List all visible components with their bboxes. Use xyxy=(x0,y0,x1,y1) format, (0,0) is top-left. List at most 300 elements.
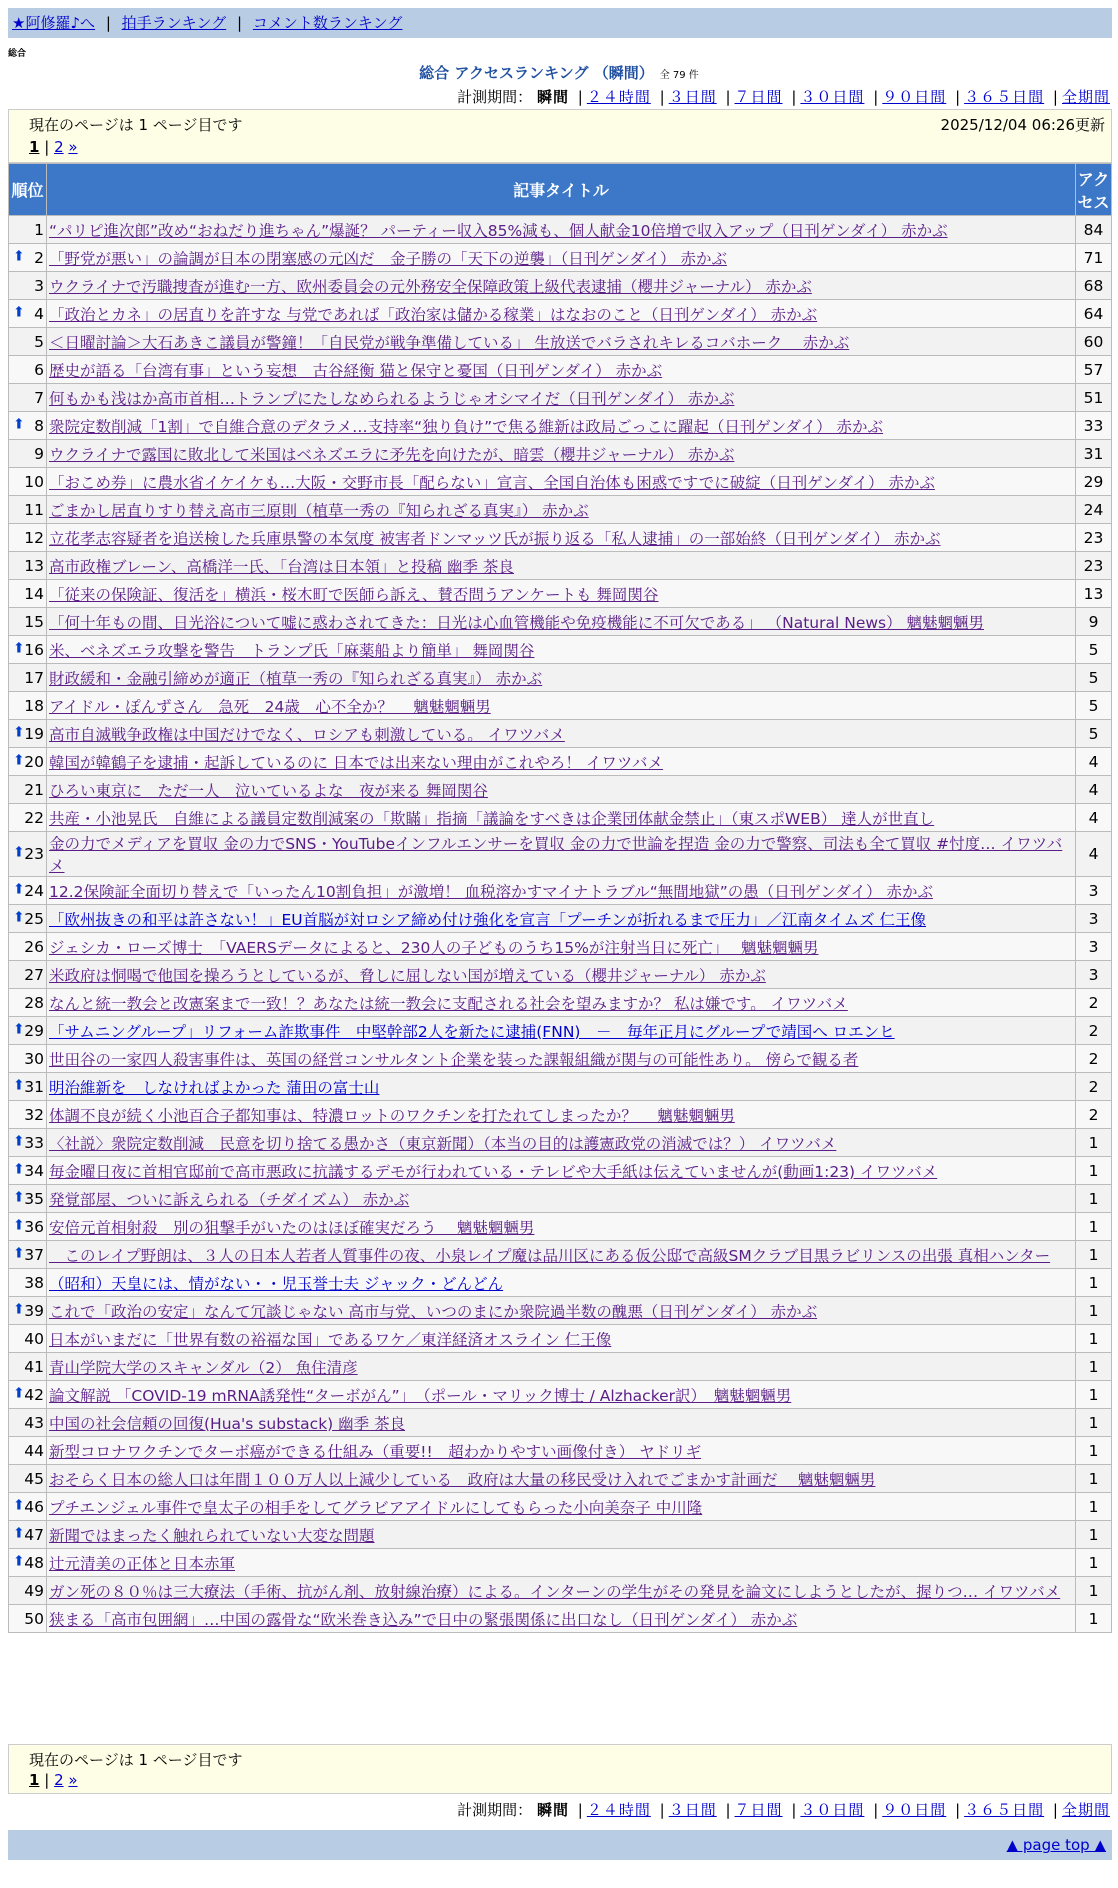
article-link[interactable]: 歴史が語る「台湾有事」という妄想 古谷経衡 猫と保守と憂国（日刊ゲンダイ） 赤かぶ xyxy=(49,361,663,380)
period-selector-bottom: 計測期間： 瞬間 | ２４時間 | ３日間 | ７日間 | ３０日間 | ９０日間 | ３６５日間 | 全期間 xyxy=(457,1801,1110,1819)
table-row xyxy=(9,1269,1112,1297)
rank-cell xyxy=(9,300,47,328)
article-link[interactable]: 新型コロナワクチンでターボ癌ができる仕組み（重要!! 超わかりやすい画像付き） ヤドリギ xyxy=(49,1442,702,1461)
title-cell xyxy=(47,1297,1076,1325)
rank-cell xyxy=(9,244,47,272)
table-row xyxy=(9,1297,1112,1325)
rank-cell xyxy=(9,1521,47,1549)
rank-number: 41 xyxy=(24,1357,44,1376)
rank-cell xyxy=(9,804,47,832)
access-count: 1 xyxy=(1076,1297,1112,1325)
item-count: 全 79 件 xyxy=(659,70,699,81)
article-link[interactable]: 立花孝志容疑者を追送検した兵庫県警の本気度 被害者ドンマッツ氏が振り返る「私人逮捕」の一部始終（日刊ゲンダイ） 赤かぶ xyxy=(49,529,941,548)
access-count: 5 xyxy=(1076,692,1112,720)
rank-cell xyxy=(9,905,47,933)
rank-number: 27 xyxy=(24,965,44,984)
access-count: 1 xyxy=(1076,1549,1112,1577)
table-row xyxy=(9,1073,1112,1101)
article-link[interactable]: 「サムニングループ」リフォーム詐欺事件 中堅幹部2人を新たに逮捕(FNN) － 毎年正月にグループで靖国へ ロエンヒ xyxy=(49,1022,895,1041)
period-selector-top: 計測期間： 瞬間 | ２４時間 | ３日間 | ７日間 | ３０日間 | ９０日間 | ３６５日間 | 全期間 xyxy=(457,88,1110,106)
pager-current: 1 xyxy=(29,138,40,156)
article-link[interactable]: 発覚部屋、ついに訴えられる（チダイズム） 赤かぶ xyxy=(49,1190,410,1209)
access-count: 5 xyxy=(1076,720,1112,748)
rank-cell xyxy=(9,1269,47,1297)
access-count: 23 xyxy=(1076,552,1112,580)
rank-number: 15 xyxy=(24,612,44,631)
article-link[interactable]: 何もかも浅はか高市首相…トランプにたしなめられるようじゃオシマイだ（日刊ゲンダイ） 赤かぶ xyxy=(49,389,735,408)
period-all[interactable]: 全期間 xyxy=(1061,1801,1110,1819)
rank-up-arrow-icon: ⬆ xyxy=(13,1525,25,1542)
rank-cell xyxy=(9,664,47,692)
article-link[interactable]: 韓国が韓鶴子を逮捕・起訴しているのに 日本では出来ない理由がこれやろ！ イワツバメ xyxy=(49,753,664,772)
rank-number: 37 xyxy=(24,1245,44,1264)
period-365d[interactable]: ３６５日間 xyxy=(964,88,1045,106)
access-count: 3 xyxy=(1076,905,1112,933)
rank-up-arrow-icon: ⬆ xyxy=(13,304,25,321)
article-link[interactable]: 衆院定数削減「1割」で自維合意のデタラメ…支持率“独り負け”で焦る維新は政局ごっこに躍起（日刊ゲンダイ） 赤かぶ xyxy=(49,417,884,436)
access-count: 1 xyxy=(1076,1577,1112,1605)
pager-page-2[interactable]: 2 xyxy=(54,1771,64,1789)
title-cell xyxy=(47,272,1076,300)
table-row xyxy=(9,1157,1112,1185)
article-link[interactable]: 体調不良が続く小池百合子都知事は、特濃ロットのワクチンを打たれてしまったか？ 魑魅魍魎男 xyxy=(49,1106,735,1125)
title-cell xyxy=(47,244,1076,272)
article-link[interactable]: 米政府は恫喝で他国を操ろうとしているが、脅しに屈しない国が増えている（櫻井ジャーナル） 赤かぶ xyxy=(49,966,766,985)
rank-cell xyxy=(9,1241,47,1269)
access-count: 3 xyxy=(1076,933,1112,961)
access-count: 51 xyxy=(1076,384,1112,412)
title-cell xyxy=(47,748,1076,776)
rank-cell xyxy=(9,1213,47,1241)
rank-cell xyxy=(9,776,47,804)
article-link[interactable]: 毎金曜日夜に首相官邸前で高市悪政に抗議するデモが行われている・テレビや大手紙は伝えていませんが(動画1:23) イワツバメ xyxy=(49,1162,938,1181)
rank-cell xyxy=(9,1073,47,1101)
article-link[interactable]: ＜日曜討論＞大石あきこ議員が警鐘！「自民党が戦争準備している」 生放送でバラされキレるコバホーク 赤かぶ xyxy=(49,333,850,352)
rank-up-arrow-icon: ⬆ xyxy=(13,752,25,769)
article-link[interactable]: ウクライナで汚職捜査が進む一方、欧州委員会の元外務安全保障政策上級代表逮捕（櫻井ジャーナル） 赤かぶ xyxy=(49,277,812,296)
access-count: 4 xyxy=(1076,804,1112,832)
rank-up-arrow-icon: ⬆ xyxy=(13,1133,25,1150)
period-24h[interactable]: ２４時間 xyxy=(586,1801,651,1819)
rank-up-arrow-icon: ⬆ xyxy=(13,640,25,657)
title-cell xyxy=(47,524,1076,552)
rank-number: 35 xyxy=(24,1189,44,1208)
article-link[interactable]: ひろい東京に ただ一人 泣いているよな 夜が来る 舞岡関谷 xyxy=(49,781,488,800)
rank-up-arrow-icon: ⬆ xyxy=(13,1553,25,1570)
title-cell xyxy=(47,720,1076,748)
article-link[interactable]: プチエンジェル事件で皇太子の相手をしてグラビアアイドルにしてもらった小向美奈子 中川隆 xyxy=(49,1498,703,1517)
title-cell xyxy=(47,1521,1076,1549)
table-row xyxy=(9,1353,1112,1381)
rank-cell xyxy=(9,1129,47,1157)
period-3d[interactable]: ３日間 xyxy=(668,1801,717,1819)
rank-number: 34 xyxy=(24,1161,44,1180)
title-cell xyxy=(47,1381,1076,1409)
access-count: 2 xyxy=(1076,1045,1112,1073)
access-count: 84 xyxy=(1076,216,1112,244)
rank-up-arrow-icon: ⬆ xyxy=(13,881,25,898)
table-row xyxy=(9,776,1112,804)
access-count: 1 xyxy=(1076,1241,1112,1269)
title-cell xyxy=(47,384,1076,412)
title-cell xyxy=(47,1045,1076,1073)
title-cell xyxy=(47,832,1076,877)
rank-cell xyxy=(9,440,47,468)
rank-number: 42 xyxy=(24,1385,44,1404)
rank-number: 16 xyxy=(24,640,44,659)
title-cell xyxy=(47,300,1076,328)
period-7d[interactable]: ７日間 xyxy=(734,1801,783,1819)
page-top-link[interactable]: ▲ page top ▲ xyxy=(1006,1836,1106,1854)
pager-current: 1 xyxy=(29,1771,40,1789)
table-row xyxy=(9,580,1112,608)
rank-cell xyxy=(9,1465,47,1493)
access-count: 2 xyxy=(1076,1017,1112,1045)
title-cell xyxy=(47,1549,1076,1577)
rank-number: 7 xyxy=(34,388,44,407)
header-rank: 順位 xyxy=(9,164,47,216)
rank-number: 28 xyxy=(24,993,44,1012)
access-count: 60 xyxy=(1076,328,1112,356)
article-link[interactable]: おそらく日本の総人口は年間１００万人以上減少している 政府は大量の移民受け入れでごまかす計画だ 魑魅魍魎男 xyxy=(49,1470,876,1489)
rank-number: 18 xyxy=(24,696,44,715)
rank-number: 38 xyxy=(24,1273,44,1292)
rank-cell xyxy=(9,1157,47,1185)
table-row xyxy=(9,1521,1112,1549)
article-link[interactable]: 「おこめ券」に農水省イケイケも…大阪・交野市長「配らない」宣言、全国自治体も困惑ですでに破綻（日刊ゲンダイ） 赤かぶ xyxy=(49,473,935,492)
rank-up-arrow-icon: ⬆ xyxy=(13,1217,25,1234)
title-cell xyxy=(47,1465,1076,1493)
rank-number: 23 xyxy=(24,845,44,863)
title-cell xyxy=(47,552,1076,580)
table-row xyxy=(9,636,1112,664)
article-link[interactable]: 「欧州抜きの和平は許さない！」EU首脳が対ロシア締め付け強化を宣言「プーチンが折れるまで圧力」／江南タイムズ 仁王像 xyxy=(49,910,927,929)
article-link[interactable]: 中国の社会信頼の回復(Hua's substack) 幽季 茶良 xyxy=(49,1414,406,1433)
period-90d[interactable]: ９０日間 xyxy=(882,88,947,106)
period-90d[interactable]: ９０日間 xyxy=(882,1801,947,1819)
article-link[interactable]: 「野党が悪い」の論調が日本の閉塞感の元凶だ 金子勝の「天下の逆襲」（日刊ゲンダイ） 赤かぶ xyxy=(49,249,727,268)
access-count: 1 xyxy=(1076,1213,1112,1241)
ranking-title: 総合 アクセスランキング （瞬間） xyxy=(419,64,654,82)
article-link[interactable]: 世田谷の一家四人殺害事件は、英国の経営コンサルタント企業を装った課報組織が関与の可能性あり。 傍らで観る者 xyxy=(49,1050,859,1069)
title-cell xyxy=(47,1157,1076,1185)
title-cell xyxy=(47,1577,1076,1605)
ranking-rows xyxy=(9,216,1112,1633)
table-row xyxy=(9,664,1112,692)
rank-number: 44 xyxy=(24,1441,44,1460)
rank-number: 5 xyxy=(34,332,44,351)
title-cell xyxy=(47,608,1076,636)
title-cell xyxy=(47,804,1076,832)
table-row xyxy=(9,832,1112,877)
rank-cell xyxy=(9,496,47,524)
period-current: 瞬間 xyxy=(536,1801,569,1819)
rank-cell xyxy=(9,1605,47,1633)
period-24h[interactable]: ２４時間 xyxy=(586,88,651,106)
period-label: 計測期間： xyxy=(457,1801,533,1819)
period-30d[interactable]: ３０日間 xyxy=(800,88,865,106)
period-30d[interactable]: ３０日間 xyxy=(800,1801,865,1819)
table-row xyxy=(9,216,1112,244)
rank-number: 17 xyxy=(24,668,44,687)
access-count: 1 xyxy=(1076,1185,1112,1213)
rank-number: 48 xyxy=(24,1553,44,1572)
article-link[interactable]: 共産・小池晃氏 自維による議員定数削減案の「欺瞞」指摘「議論をすべきは企業団体献金禁止」（東スポWEB） 達人が世直し xyxy=(49,809,935,828)
access-count: 2 xyxy=(1076,1073,1112,1101)
access-count: 71 xyxy=(1076,244,1112,272)
rank-cell xyxy=(9,989,47,1017)
rank-number: 3 xyxy=(34,276,44,295)
table-row xyxy=(9,1213,1112,1241)
rank-cell xyxy=(9,748,47,776)
access-count: 1 xyxy=(1076,1437,1112,1465)
access-count: 1 xyxy=(1076,1129,1112,1157)
nav-separator: | xyxy=(237,14,243,32)
article-link[interactable]: 狭まる「高市包囲網」…中国の露骨な“欧米巻き込み”で日中の緊張関係に出口なし（日刊ゲンダイ） 赤かぶ xyxy=(49,1610,798,1629)
title-cell xyxy=(47,1213,1076,1241)
table-row xyxy=(9,1605,1112,1633)
access-count: 1 xyxy=(1076,1409,1112,1437)
title-cell xyxy=(47,1493,1076,1521)
title-cell xyxy=(47,412,1076,440)
title-cell xyxy=(47,905,1076,933)
article-link[interactable]: ウクライナで露国に敗北して米国はベネズエラに矛先を向けたが、暗雲（櫻井ジャーナル） 赤かぶ xyxy=(49,445,735,464)
period-all[interactable]: 全期間 xyxy=(1061,88,1110,106)
pager: 1 | 2 » xyxy=(29,1771,78,1789)
article-link[interactable]: 〈社説〉衆院定数削減 民意を切り捨てる愚かさ（東京新聞）（本当の目的は護憲政党の消滅では？） イワツバメ xyxy=(49,1134,837,1153)
page-info-box-bottom xyxy=(8,1744,1112,1794)
period-365d[interactable]: ３６５日間 xyxy=(964,1801,1045,1819)
table-row xyxy=(9,1101,1112,1129)
title-cell xyxy=(47,216,1076,244)
rank-cell xyxy=(9,1325,47,1353)
rank-number: 50 xyxy=(24,1609,44,1628)
rank-number: 6 xyxy=(34,360,44,379)
rank-number: 32 xyxy=(24,1105,44,1124)
rank-cell xyxy=(9,552,47,580)
article-link[interactable]: 「政治とカネ」の居直りを許すな 与党であれば「政治家は儲かる稼業」はなおのこと（日刊ゲンダイ） 赤かぶ xyxy=(49,305,818,324)
table-row xyxy=(9,720,1112,748)
table-row xyxy=(9,1045,1112,1073)
table-row xyxy=(9,300,1112,328)
rank-number: 39 xyxy=(24,1301,44,1320)
pager-next[interactable]: » xyxy=(68,138,78,156)
article-link[interactable]: アイドル・ぽんずさん 急死 24歳 心不全か？ 魑魅魍魎男 xyxy=(49,697,491,716)
home-link[interactable]: ★阿修羅♪へ xyxy=(12,14,96,32)
article-link[interactable]: 金の力でメディアを買収 金の力でSNS・YouTubeインフルエンサーを買収 金の力で世論を捏造 金の力で警察、司法も全て買収 #忖度… イワツバメ xyxy=(49,835,1063,875)
article-link[interactable]: 安倍元首相射殺 別の狙撃手がいたのはほぼ確実だろう 魑魅魍魎男 xyxy=(49,1218,535,1237)
rank-number: 11 xyxy=(24,500,44,519)
category-label: 総合 xyxy=(8,49,27,59)
title-cell xyxy=(47,776,1076,804)
title-cell xyxy=(47,692,1076,720)
table-row xyxy=(9,748,1112,776)
rank-cell xyxy=(9,328,47,356)
rank-cell xyxy=(9,933,47,961)
title-cell xyxy=(47,1325,1076,1353)
article-link[interactable]: これで「政治の安定」なんて冗談じゃない 高市与党、いつのまにか衆院過半数の醜悪（日刊ゲンダイ） 赤かぶ xyxy=(49,1302,818,1321)
rank-cell xyxy=(9,692,47,720)
article-link[interactable]: ガン死の８０％は三大療法（手術、抗がん剤、放射線治療）による。インターンの学生がその発見を論文にしようとしたが、握りつ… イワツバメ xyxy=(49,1582,1061,1601)
access-count: 1 xyxy=(1076,1465,1112,1493)
rank-number: 31 xyxy=(24,1077,44,1096)
rank-up-arrow-icon: ⬆ xyxy=(13,724,25,741)
article-link[interactable]: 財政緩和・金融引締めが適正（植草一秀の『知られざる真実』） 赤かぶ xyxy=(49,669,543,688)
pager-next[interactable]: » xyxy=(68,1771,78,1789)
page-title xyxy=(0,62,1118,83)
table-row xyxy=(9,933,1112,961)
access-count: 57 xyxy=(1076,356,1112,384)
table-row xyxy=(9,1493,1112,1521)
rank-cell xyxy=(9,468,47,496)
access-count: 1 xyxy=(1076,1521,1112,1549)
rank-number: 2 xyxy=(34,248,44,267)
title-cell xyxy=(47,1073,1076,1101)
rank-number: 21 xyxy=(24,780,44,799)
table-row xyxy=(9,1241,1112,1269)
rank-cell xyxy=(9,1437,47,1465)
rank-cell xyxy=(9,608,47,636)
article-link[interactable]: 新聞ではまったく触れられていない大変な問題 xyxy=(49,1526,375,1545)
rank-number: 22 xyxy=(24,808,44,827)
table-row xyxy=(9,877,1112,905)
period-3d[interactable]: ３日間 xyxy=(668,88,717,106)
table-row xyxy=(9,905,1112,933)
title-cell xyxy=(47,636,1076,664)
access-count: 23 xyxy=(1076,524,1112,552)
rank-number: 1 xyxy=(34,220,44,239)
article-link[interactable]: 「従来の保険証、復活を」横浜・桜木町で医師ら訴え、賛否問うアンケートも 舞岡関谷 xyxy=(49,585,659,604)
access-count: 29 xyxy=(1076,468,1112,496)
table-row xyxy=(9,468,1112,496)
rank-number: 4 xyxy=(34,304,44,323)
access-count: 4 xyxy=(1076,776,1112,804)
table-row xyxy=(9,412,1112,440)
bottom-bar xyxy=(8,1830,1112,1860)
rank-cell xyxy=(9,1549,47,1577)
rank-cell xyxy=(9,1353,47,1381)
article-link[interactable]: 日本がいまだに「世界有数の裕福な国」であるワケ／東洋経済オスライン 仁王像 xyxy=(49,1330,612,1349)
rank-cell xyxy=(9,412,47,440)
comment-ranking-link[interactable]: コメント数ランキング xyxy=(252,14,403,32)
rank-number: 47 xyxy=(24,1525,44,1544)
rank-cell xyxy=(9,832,47,877)
rank-number: 25 xyxy=(24,909,44,928)
title-cell xyxy=(47,1353,1076,1381)
page-info-text: 現在のページは 1 ページ目です xyxy=(29,116,243,134)
title-cell xyxy=(47,1269,1076,1297)
ranking-table xyxy=(8,163,1112,1633)
page-info-text: 現在のページは 1 ページ目です xyxy=(29,1751,243,1769)
article-link[interactable]: 「何十年もの間、日光浴について嘘に惑わされてきた：日光は心血管機能や免疫機能に不可欠である」 （Natural News） 魑魅魍魎男 xyxy=(49,613,985,632)
rank-number: 13 xyxy=(24,556,44,575)
title-cell xyxy=(47,328,1076,356)
article-link[interactable]: 青山学院大学のスキャンダル（2） 魚住清彦 xyxy=(49,1358,358,1377)
rank-number: 14 xyxy=(24,584,44,603)
rank-number: 20 xyxy=(24,752,44,771)
title-cell xyxy=(47,496,1076,524)
rank-up-arrow-icon: ⬆ xyxy=(13,844,25,861)
pager-page-2[interactable]: 2 xyxy=(54,138,64,156)
article-link[interactable]: 12.2保険証全面切り替えで「いったん10割負担」が激増！ 血税溶かすマイナトラブル“無間地獄”の愚（日刊ゲンダイ） 赤かぶ xyxy=(49,882,933,901)
rank-up-arrow-icon: ⬆ xyxy=(13,1161,25,1178)
article-link[interactable]: このレイプ野朗は、３人の日本人若者人質事件の夜、小泉レイプ魔は品川区にある仮公邸で高級SMクラブ目黒ラビリンスの出張 真相ハンター xyxy=(49,1246,1051,1265)
table-row xyxy=(9,804,1112,832)
table-row xyxy=(9,328,1112,356)
rank-cell xyxy=(9,1409,47,1437)
table-row xyxy=(9,496,1112,524)
access-count: 68 xyxy=(1076,272,1112,300)
rank-up-arrow-icon: ⬆ xyxy=(13,1497,25,1514)
access-count: 2 xyxy=(1076,989,1112,1017)
header-access: アクセス xyxy=(1076,164,1112,216)
access-count: 2 xyxy=(1076,1101,1112,1129)
title-cell xyxy=(47,1017,1076,1045)
article-link[interactable]: 米、ベネズエラ攻撃を警告 トランプ氏「麻薬船より簡単」 舞岡関谷 xyxy=(49,641,535,660)
table-row xyxy=(9,1437,1112,1465)
access-count: 31 xyxy=(1076,440,1112,468)
article-link[interactable]: 論文解説 「COVID-19 mRNA誘発性“ターボがん”」 （ポール・マリック博士 / Alzhacker訳） 魑魅魍魎男 xyxy=(49,1386,792,1405)
rank-number: 24 xyxy=(24,881,44,900)
rank-up-arrow-icon: ⬆ xyxy=(13,1301,25,1318)
title-cell xyxy=(47,580,1076,608)
access-count: 1 xyxy=(1076,1325,1112,1353)
table-row xyxy=(9,1465,1112,1493)
rank-number: 40 xyxy=(24,1329,44,1348)
access-count: 13 xyxy=(1076,580,1112,608)
rank-cell xyxy=(9,580,47,608)
article-link[interactable]: なんと統一教会と改憲案まで一致！？あなたは統一教会に支配される社会を望みますか？ 私は嫌です。 イワツバメ xyxy=(49,994,848,1013)
rank-number: 12 xyxy=(24,528,44,547)
title-cell xyxy=(47,933,1076,961)
table-row xyxy=(9,384,1112,412)
title-cell xyxy=(47,1437,1076,1465)
title-cell xyxy=(47,1409,1076,1437)
access-count: 1 xyxy=(1076,1605,1112,1633)
title-cell xyxy=(47,440,1076,468)
access-count: 1 xyxy=(1076,1493,1112,1521)
article-link[interactable]: 辻元清美の正体と日本赤軍 xyxy=(49,1554,236,1573)
title-cell xyxy=(47,877,1076,905)
article-link[interactable]: 高市自滅戦争政権は中国だけでなく、ロシアも刺激している。 イワツバメ xyxy=(49,725,565,744)
header-title: 記事タイトル xyxy=(47,164,1076,216)
updated-time: 2025/12/04 06:26更新 xyxy=(940,116,1105,134)
table-row xyxy=(9,1577,1112,1605)
rank-up-arrow-icon: ⬆ xyxy=(13,909,25,926)
article-link[interactable]: （昭和）天皇には、情がない・・児玉誉士夫 ジャック・どんどん xyxy=(49,1274,504,1293)
article-link[interactable]: 明治維新を しなければよかった 蒲田の富士山 xyxy=(49,1078,380,1097)
rank-number: 45 xyxy=(24,1469,44,1488)
table-row xyxy=(9,524,1112,552)
rank-cell xyxy=(9,1297,47,1325)
rank-cell xyxy=(9,1017,47,1045)
clap-ranking-link[interactable]: 拍手ランキング xyxy=(121,14,227,32)
table-row xyxy=(9,961,1112,989)
article-link[interactable]: ジェシカ・ローズ博士 「VAERSデータによると、230人の子どものうち15%が注射当日に死亡」 魑魅魍魎男 xyxy=(49,938,819,957)
rank-number: 36 xyxy=(24,1217,44,1236)
article-link[interactable]: “パリピ進次郎”改め“おねだり進ちゃん”爆誕？ パーティー収入85%減も、個人献金10倍増で収入アップ（日刊ゲンダイ） 赤かぶ xyxy=(49,221,948,240)
top-nav-bar xyxy=(8,8,1112,38)
pager: 1 | 2 » xyxy=(29,138,78,156)
period-7d[interactable]: ７日間 xyxy=(734,88,783,106)
title-cell xyxy=(47,356,1076,384)
article-link[interactable]: ごまかし居直りすり替え高市三原則（植草一秀の『知られざる真実』） 赤かぶ xyxy=(49,501,589,520)
access-count: 1 xyxy=(1076,1353,1112,1381)
title-cell xyxy=(47,1129,1076,1157)
article-link[interactable]: 高市政権ブレーン、高橋洋一氏、「台湾は日本領」と投稿 幽季 茶良 xyxy=(49,557,514,576)
table-row xyxy=(9,1129,1112,1157)
period-current: 瞬間 xyxy=(536,88,569,106)
